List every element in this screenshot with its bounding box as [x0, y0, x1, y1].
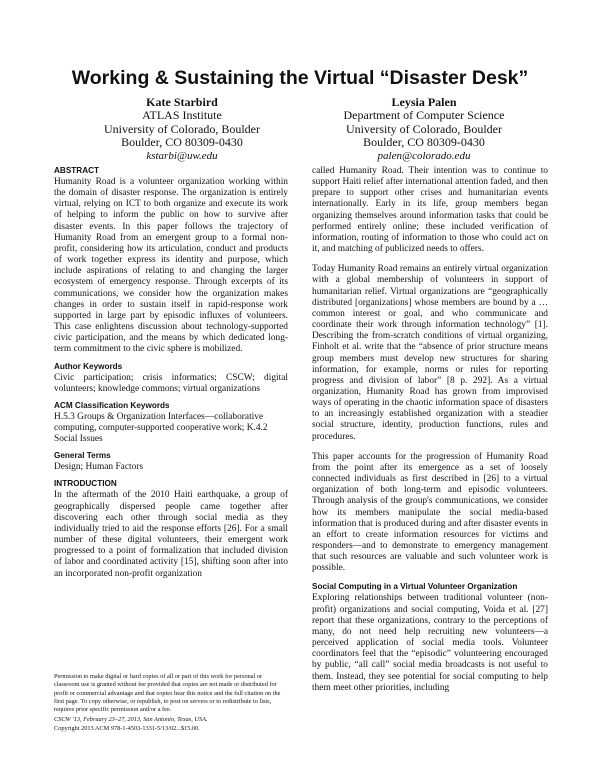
body-paragraph: This paper accounts for the progression of Humanity Road from the point after its emergence as a set of loosely connected individuals as first described in [26] to a virtual organization of both long-term and episodic volunteers. Through analysis of the group's communications, we consider how its members manipulate the social media-based information that is produced during and after disaster events in an effort to create information resources for victims and responders—and to demonstrate to emergency management that such resources are valuable and such volunteer work is possible.: [312, 451, 548, 574]
left-column: [54, 166, 288, 580]
author-name: Leysia Palen: [391, 95, 457, 109]
copyright-line: Copyright 2013 ACM 978-1-4503-1331-5/13/02...$15.00.: [54, 724, 200, 732]
general-terms-text: Design; Human Factors: [54, 462, 144, 473]
copyright-footnote: [54, 673, 288, 733]
body-paragraph: called Humanity Road. Their intention was to continue to support Haiti relief after international attention faded, and then prepare to support other crises and humanitarian events internationally. Early in its life, group members began organizing themselves around information tasks that could be performed entirely online; these included verification of information, routing of information to those who could act on it, and matching of publicized needs to offers.: [312, 166, 548, 255]
introduction-text: In the aftermath of the 2010 Haiti earthquake, a group of geographically dispersed people came together after discovering each other through social media as they individually tried to aid the response efforts [26]. For a small number of these digital volunteers, their emergent work progressed to a point of formalization that included division of labor and coordinated activity [15], shifting soon after into an incorporated non-profit organization: [54, 490, 288, 579]
subsection-text: Exploring relationships between traditional volunteer (non-profit) organizations and social computing, Voida et al. [27] report that these organizations, contrary to the perceptions of many, do not need help recruiting new volunteers—a perceived application of social media tools. Volunteer coordinators feel that the “episodic” volunteering encouraged by public, “all call” social media broadcasts is not useful to them. Instead, they see potential for social computing to help them meet other priorities, including: [312, 593, 548, 693]
author-affiliation: Department of Computer Science: [343, 108, 505, 123]
author-email[interactable]: kstarbi@uw.edu: [146, 149, 218, 162]
abstract-heading: ABSTRACT: [54, 166, 100, 175]
author-name: Kate Starbird: [146, 95, 218, 109]
author-university: University of Colorado, Boulder: [104, 121, 260, 136]
author-affiliation: ATLAS Institute: [142, 108, 222, 123]
subsection-heading: Social Computing in a Virtual Volunteer Organization: [312, 582, 518, 592]
introduction-heading: INTRODUCTION: [54, 479, 117, 489]
permission-notice: Permission to make digital or hard copies of all or part of this work for personal or classroom use is granted without fee provided that copies are not made or distributed for profit or commercial advantage and that copies bear this notice and the full citation on the first page. To copy otherwise, or republish, to post on servers or to redistribute to lists, requires prior specific permission and/or a fee.: [54, 673, 281, 714]
venue-line: CSCW '13, February 23–27, 2013, San Antonio, Texas, USA.: [54, 716, 208, 724]
author-block-2: [309, 96, 539, 163]
author-block-1: [67, 96, 297, 163]
general-terms-heading: General Terms: [54, 451, 111, 461]
author-address: Boulder, CO 80309-0430: [363, 135, 485, 150]
abstract-text: Humanity Road is a volunteer organization working within the domain of disaster response. The organization is entirely virtual, relying on ICT to both organize and execute its work of helping to inform the public on how to survive after disaster events. In this paper follows the trajectory of Humanity Road from an emergent group to a formal non-profit, considering how its articulation, conduct and products of work together express its identity and purpose, which include aspirations of relating to and changing the larger ecosystem of emergency response. Through excerpts of its communications, we consider how the organization makes changes in order to sustain itself in rapid-response work supported in large part by episodic influxes of volunteers. This case enlightens discussion about technology-supported civic participation, and the means by which dedicated long-term commitment to the civic sphere is mobilized.: [54, 177, 288, 355]
right-column: [312, 166, 548, 694]
author-keywords-text: Civic participation; crisis informatics; CSCW; digital volunteers; knowledge commons; virtual organizations: [54, 372, 288, 394]
acm-keywords-text: H.5.3 Groups & Organization Interfaces—collaborative computing, computer-supported cooperative work; K.4.2 Social Issues: [54, 411, 268, 445]
author-keywords-heading: Author Keywords: [54, 361, 123, 371]
body-paragraph: Today Humanity Road remains an entirely virtual organization with a global membership of volunteers in support of humanitarian relief. Virtual organizations are “geographically distributed [organizations] whose members are bound by a … common interest or goal, and who communicate and coordinate their work through information technology” [1]. Describing the from-scratch conditions of virtual organizing, Finholt et al. write that the “absence of prior structure means group members must develop new structures for sharing information, for example, norms or rules for reporting progress and division of labor” [8 p. 292]. As a virtual organization, Humanity Road has grown from improvised ways of operating in the chaotic information space of disasters to an increasingly established organization with a steadier social structure, identity, production functions, rules and procedures.: [312, 264, 548, 442]
acm-keywords-heading: ACM Classification Keywords: [54, 400, 170, 410]
author-university: University of Colorado, Boulder: [346, 121, 502, 136]
author-email[interactable]: palen@colorado.edu: [377, 149, 471, 162]
paper-title: Working & Sustaining the Virtual “Disaster Desk”: [71, 67, 529, 89]
author-address: Boulder, CO 80309-0430: [121, 135, 243, 150]
